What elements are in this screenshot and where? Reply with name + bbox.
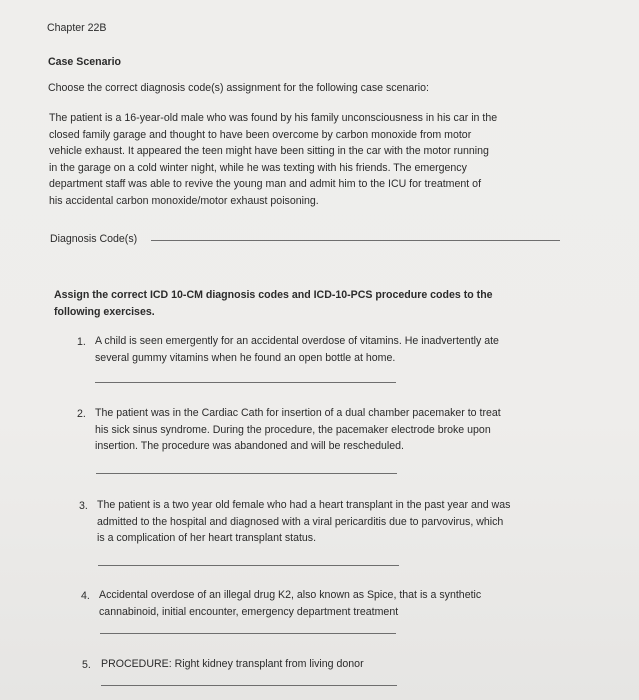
exercise-line: PROCEDURE: Right kidney transplant from living donor bbox=[101, 658, 364, 670]
scenario-line: vehicle exhaust. It appeared the teen might have been sitting in the car with the motor running bbox=[49, 145, 489, 157]
exercise-line: several gummy vitamins when he found an open bottle at home. bbox=[95, 351, 396, 364]
exercises-heading bbox=[54, 287, 493, 320]
chapter-title: Chapter 22B bbox=[47, 22, 107, 34]
exercise-text bbox=[95, 333, 499, 366]
exercises-heading-line: following exercises. bbox=[54, 305, 155, 318]
instruction-text: Choose the correct diagnosis code(s) assignment for the following case scenario: bbox=[48, 82, 429, 94]
diagnosis-code-blank[interactable] bbox=[151, 240, 560, 241]
exercise-answer-blank[interactable] bbox=[95, 382, 396, 383]
exercise-line: cannabinoid, initial encounter, emergency department treatment bbox=[99, 605, 399, 618]
case-scenario-heading: Case Scenario bbox=[48, 56, 122, 68]
scenario-paragraph bbox=[49, 110, 497, 209]
exercise-answer-blank[interactable] bbox=[101, 685, 397, 686]
exercise-line: Accidental overdose of an illegal drug K2, also known as Spice, that is a synthetic bbox=[99, 589, 482, 601]
exercise-text bbox=[101, 656, 364, 673]
scenario-line: in the garage on a cold winter night, while he was texting with his friends. The emergency bbox=[49, 161, 467, 174]
exercise-number: 2. bbox=[77, 408, 86, 420]
exercise-line: his sick sinus syndrome. During the procedure, the pacemaker electrode broke upon bbox=[95, 423, 491, 436]
exercise-text bbox=[99, 587, 481, 620]
exercise-answer-blank[interactable] bbox=[96, 473, 397, 474]
exercise-line: admitted to the hospital and diagnosed with a viral pericarditis due to parvovirus, which bbox=[97, 515, 504, 528]
exercise-number: 4. bbox=[81, 590, 90, 602]
exercise-answer-blank[interactable] bbox=[100, 633, 396, 634]
scenario-line: department staff was able to revive the young man and admit him to the ICU for treatment of bbox=[49, 178, 482, 190]
diagnosis-code-label: Diagnosis Code(s) bbox=[50, 233, 138, 245]
exercise-answer-blank[interactable] bbox=[98, 565, 399, 566]
exercise-line: The patient was in the Cardiac Cath for insertion of a dual chamber pacemaker to treat bbox=[95, 407, 501, 419]
scenario-line: The patient is a 16-year-old male who was found by his family unconsciousness in his car in the bbox=[49, 112, 498, 124]
exercise-number: 3. bbox=[79, 500, 88, 512]
exercise-line: A child is seen emergently for an accidental overdose of vitamins. He inadvertently ate bbox=[95, 335, 499, 347]
exercise-number: 5. bbox=[82, 659, 91, 671]
exercise-text bbox=[97, 497, 510, 547]
exercise-line: insertion. The procedure was abandoned and will be rescheduled. bbox=[95, 440, 404, 452]
exercise-line: The patient is a two year old female who had a heart transplant in the past year and was bbox=[97, 499, 511, 511]
exercise-line: is a complication of her heart transplant status. bbox=[97, 532, 317, 544]
exercise-number: 1. bbox=[77, 336, 86, 348]
scenario-line: closed family garage and thought to have been overcome by carbon monoxide from motor bbox=[49, 128, 472, 141]
scenario-line: his accidental carbon monoxide/motor exhaust poisoning. bbox=[49, 194, 319, 207]
exercises-heading-line: Assign the correct ICD 10-CM diagnosis codes and ICD-10-PCS procedure codes to the bbox=[54, 289, 493, 301]
exercise-text bbox=[95, 405, 501, 455]
